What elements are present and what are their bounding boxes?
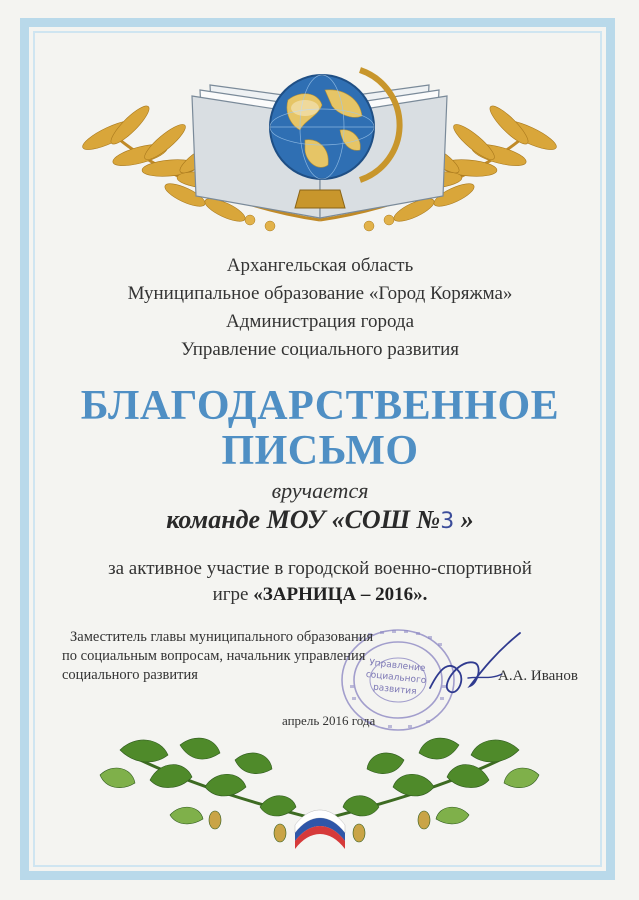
recipient-suffix: » xyxy=(454,505,474,534)
department-line: Управление социального развития xyxy=(180,339,460,360)
signatory-line-1: Заместитель главы муниципального образования xyxy=(70,629,374,645)
municipality-line: Муниципальное образование «Город Коряжма» xyxy=(127,283,513,304)
signatory-title xyxy=(62,628,482,685)
signatory-name: А.А. Иванов xyxy=(498,668,578,684)
region-line: Архангельская область xyxy=(226,255,414,276)
stamp-line-2: социального xyxy=(365,669,427,687)
award-reason xyxy=(40,556,600,608)
reason-line-2 xyxy=(40,582,600,608)
recipient-name xyxy=(40,505,600,535)
stamp-line-1: Управление xyxy=(368,658,426,674)
issuer-header xyxy=(60,252,580,364)
oak-branch-icon xyxy=(0,725,639,860)
issue-date: апрель 2016 года xyxy=(282,713,376,728)
recipient-handwritten-number: 3 xyxy=(440,509,455,534)
certificate-title-line-2: ПИСЬМО xyxy=(221,428,419,474)
reason-line-1: за активное участие в городской военно-спортивной xyxy=(108,558,532,579)
certificate-title-line-1: БЛАГОДАРСТВЕННОЕ xyxy=(80,383,560,429)
awarded-label: вручается xyxy=(271,478,369,503)
event-name: «ЗАРНИЦА – 2016». xyxy=(253,584,428,605)
administration-line: Администрация города xyxy=(225,311,414,332)
reason-prefix: игре xyxy=(212,584,254,605)
signatory-line-3: социального развития xyxy=(62,667,198,683)
recipient-prefix: команде МОУ «СОШ № xyxy=(166,505,441,534)
globe-book-emblem-icon xyxy=(0,30,639,240)
stamp-line-3: развития xyxy=(372,682,417,698)
signatory-line-2: по социальным вопросам, начальник управления xyxy=(62,648,366,664)
